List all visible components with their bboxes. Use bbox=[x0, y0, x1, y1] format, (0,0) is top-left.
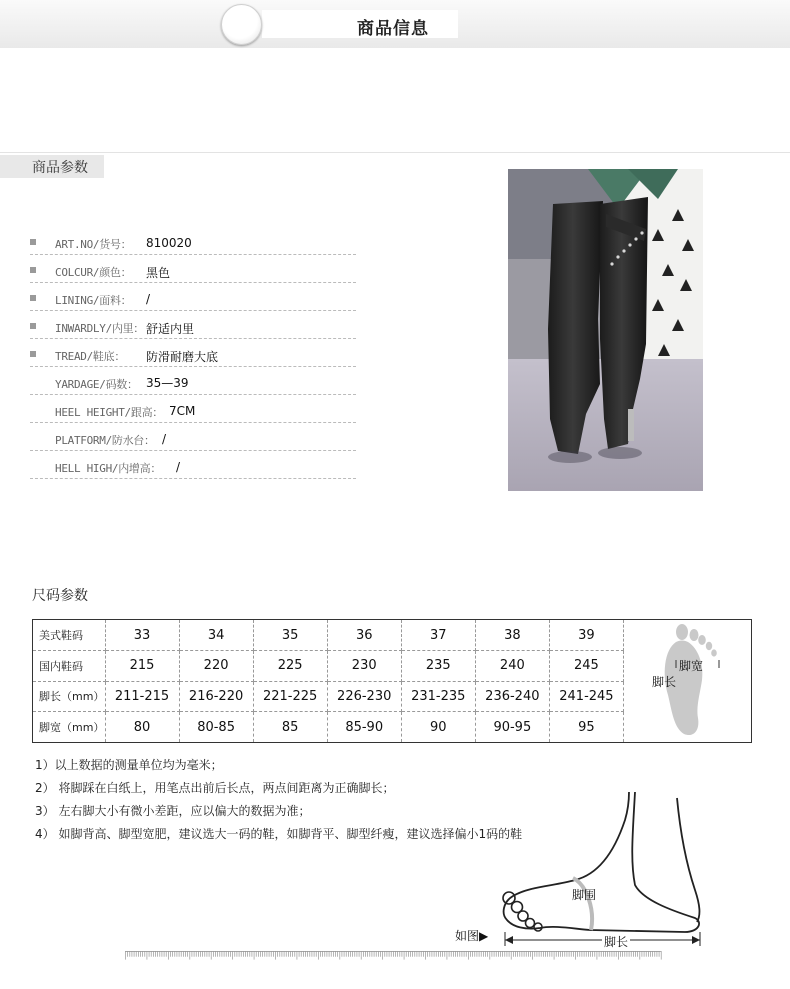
foot-width-label: 脚宽 bbox=[679, 659, 704, 673]
spec-row bbox=[30, 256, 356, 283]
spec-value: 防滑耐磨大底 bbox=[146, 350, 219, 364]
spec-key: HELL HIGH/内增高： bbox=[55, 462, 162, 475]
bullet-icon bbox=[30, 295, 36, 301]
table-cell: 221-225 bbox=[253, 681, 327, 712]
spec-value: 810020 bbox=[146, 236, 192, 250]
spec-key: YARDAGE/码数： bbox=[55, 378, 138, 391]
header-circle-ornament bbox=[221, 4, 262, 45]
table-cell: 80 bbox=[105, 712, 179, 743]
note-item: 2） 将脚踩在白纸上，用笔点出前后长点，两点间距离为正确脚长； bbox=[35, 781, 395, 795]
spec-value: 7CM bbox=[169, 404, 196, 418]
spec-key: COLCUR/颜色： bbox=[55, 266, 132, 279]
table-cell: 85 bbox=[253, 712, 327, 743]
spec-value: / bbox=[176, 460, 181, 474]
spec-value: / bbox=[162, 432, 167, 446]
spec-row bbox=[30, 340, 356, 367]
spec-key: HEEL HEIGHT/跟高： bbox=[55, 406, 163, 419]
table-row bbox=[33, 681, 624, 712]
spec-key: ART.NO/货号： bbox=[55, 238, 132, 251]
boots-illustration bbox=[508, 169, 703, 491]
spec-row bbox=[30, 396, 356, 423]
table-cell: 80-85 bbox=[179, 712, 253, 743]
spec-value: 黑色 bbox=[146, 266, 171, 280]
table-cell: 236-240 bbox=[475, 681, 549, 712]
size-table bbox=[32, 619, 752, 743]
table-cell: 38 bbox=[475, 620, 549, 651]
table-cell: 231-235 bbox=[401, 681, 475, 712]
table-cell: 35 bbox=[253, 620, 327, 651]
table-cell: 241-245 bbox=[549, 681, 623, 712]
foot-length-label: 脚长 bbox=[652, 675, 677, 689]
spec-row bbox=[30, 284, 356, 311]
table-cell: 216-220 bbox=[179, 681, 253, 712]
row-header: 美式鞋码 bbox=[33, 620, 105, 651]
table-cell: 90 bbox=[401, 712, 475, 743]
table-cell: 36 bbox=[327, 620, 401, 651]
bullet-icon bbox=[30, 323, 36, 329]
bullet-icon bbox=[30, 267, 36, 273]
table-cell: 33 bbox=[105, 620, 179, 651]
table-cell: 90-95 bbox=[475, 712, 549, 743]
spec-key: LINING/面料： bbox=[55, 294, 132, 307]
spec-row bbox=[30, 368, 356, 395]
girth-label: 脚围 bbox=[572, 888, 597, 902]
size-grid bbox=[33, 620, 624, 742]
table-row bbox=[33, 651, 624, 682]
spec-key: TREAD/鞋底： bbox=[55, 350, 126, 363]
spec-value: / bbox=[146, 292, 151, 306]
spec-row bbox=[30, 312, 356, 339]
foot-diagram bbox=[495, 790, 715, 950]
spec-row bbox=[30, 452, 356, 479]
table-cell: 225 bbox=[253, 651, 327, 682]
ruler-strip bbox=[18, 951, 768, 961]
page-title: 商品信息 bbox=[357, 19, 429, 39]
table-cell: 95 bbox=[549, 712, 623, 743]
spec-value: 舒适内里 bbox=[146, 322, 195, 336]
bullet-icon bbox=[30, 351, 36, 357]
spec-key: INWARDLY/内里： bbox=[55, 322, 145, 335]
table-row bbox=[33, 620, 624, 651]
table-cell: 240 bbox=[475, 651, 549, 682]
divider bbox=[0, 152, 790, 153]
table-cell: 226-230 bbox=[327, 681, 401, 712]
table-cell: 235 bbox=[401, 651, 475, 682]
params-section-title: 商品参数 bbox=[32, 160, 88, 176]
row-header: 脚长（mm） bbox=[33, 681, 105, 712]
note-item: 3） 左右脚大小有微小差距，应以偏大的数据为准； bbox=[35, 804, 311, 818]
row-header: 脚宽（mm） bbox=[33, 712, 105, 743]
table-cell: 39 bbox=[549, 620, 623, 651]
table-cell: 245 bbox=[549, 651, 623, 682]
spec-row bbox=[30, 424, 356, 451]
note-item: 4） 如脚背高、脚型宽肥，建议选大一码的鞋，如脚背平、脚型纤瘦，建议选择偏小1码的鞋 bbox=[35, 827, 523, 841]
table-cell: 230 bbox=[327, 651, 401, 682]
see-diagram-label: 如图▶ bbox=[455, 929, 489, 943]
table-cell: 211-215 bbox=[105, 681, 179, 712]
spec-value: 35—39 bbox=[146, 376, 189, 390]
table-cell: 220 bbox=[179, 651, 253, 682]
product-photo bbox=[508, 169, 703, 491]
size-section-title: 尺码参数 bbox=[32, 588, 88, 604]
table-cell: 34 bbox=[179, 620, 253, 651]
spec-row bbox=[30, 228, 356, 255]
footprint-icon bbox=[624, 620, 751, 742]
table-row bbox=[33, 712, 624, 743]
table-cell: 215 bbox=[105, 651, 179, 682]
row-header: 国内鞋码 bbox=[33, 651, 105, 682]
table-cell: 37 bbox=[401, 620, 475, 651]
note-item: 1）以上数据的测量单位均为毫米； bbox=[35, 758, 223, 772]
diagram-length-label: 脚长 bbox=[604, 935, 629, 949]
bullet-icon bbox=[30, 239, 36, 245]
footprint-cell bbox=[624, 620, 751, 742]
table-cell: 85-90 bbox=[327, 712, 401, 743]
spec-key: PLATFORM/防水台： bbox=[55, 434, 155, 447]
